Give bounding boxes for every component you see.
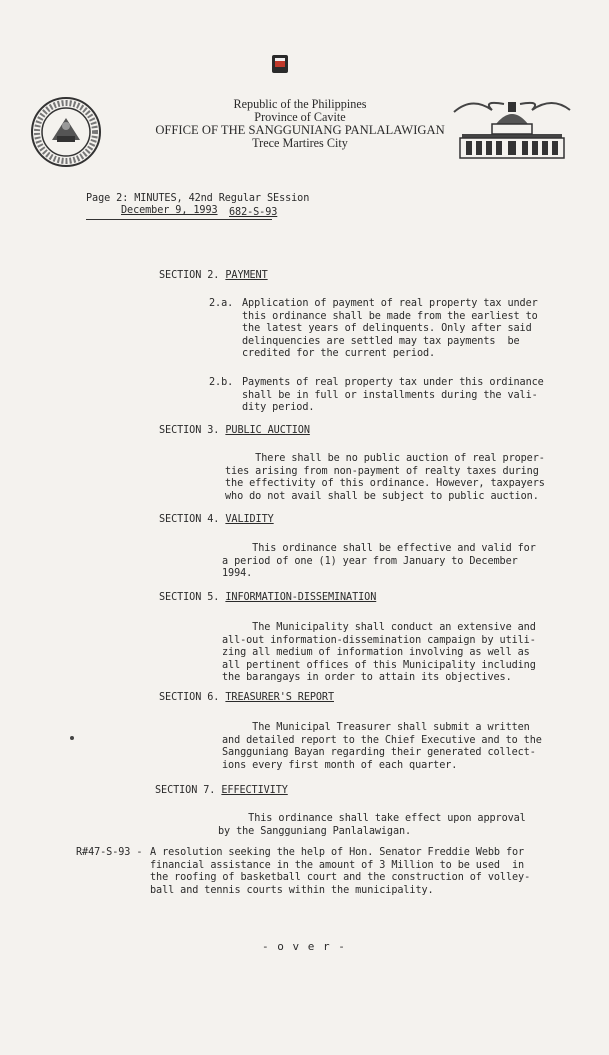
section-2b-text: Payments of real property tax under this ordinance shall be in full or installments during the vali- dity period. <box>242 377 544 414</box>
section-2-heading: SECTION 2. PAYMENT <box>159 270 268 281</box>
section-4-heading: SECTION 4. VALIDITY <box>159 514 274 525</box>
page-reference-code: 682-S-93 <box>229 207 278 218</box>
section-3-text: There shall be no public auction of real proper- ties arising from non-payment of realty taxes during the effectivity of this ordinance. However, taxpayers who do not avail shall be subject to public auction. <box>225 453 545 502</box>
section-4-text: This ordinance shall be effective and valid for a period of one (1) year from January to December 1994. <box>222 543 536 580</box>
section-5-text: The Municipality shall conduct an extensive and all-out information-dissemination campaign by utili- zing all medium of information involving as well as all pertinent offices of this Municipality including the barangays in order to attain its objectives. <box>222 622 536 684</box>
section-2a-text: Application of payment of real property tax under this ordinance shall be made from the earliest to the latest years of delinquents. Only after said delinquencies are settled may tax payments be credited for the current period. <box>242 298 538 360</box>
footer-over: - o v e r - <box>262 940 346 953</box>
provincial-seal-icon <box>30 96 102 168</box>
page-reference-line: Page 2: MINUTES, 42nd Regular SEssion <box>86 193 310 204</box>
header-republic: Republic of the Philippines <box>233 97 367 111</box>
capitol-building-icon <box>452 94 572 162</box>
header-province: Province of Cavite <box>254 110 346 124</box>
header-city: Trece Martires City <box>252 136 348 150</box>
page-reference-date: December 9, 1993 <box>121 205 218 216</box>
section-2a-label: 2.a. <box>209 298 234 309</box>
section-3-heading: SECTION 3. PUBLIC AUCTION <box>159 425 310 436</box>
section-5-heading: SECTION 5. INFORMATION-DISSEMINATION <box>159 592 377 603</box>
resolution-text: A resolution seeking the help of Hon. Senator Freddie Webb for financial assistance in the amount of 3 Million to be used in the roofing of basketball court and the construction of volley- ball and tennis courts within the municipality. <box>150 847 531 896</box>
section-7-text: This ordinance shall take effect upon approval by the Sangguniang Panlalawigan. <box>218 813 526 837</box>
section-2b-label: 2.b. <box>209 377 234 388</box>
section-6-text: The Municipal Treasurer shall submit a written and detailed report to the Chief Executive and to the Sangguniang Bayan regarding their generated collect- ions every first month of each quarter. <box>222 722 542 771</box>
header-office: OFFICE OF THE SANGGUNIANG PANLALAWIGAN <box>155 123 445 137</box>
section-7-heading: SECTION 7. EFFECTIVITY <box>155 785 288 796</box>
top-emblem-icon <box>272 55 288 73</box>
resolution-number: R#47-S-93 - <box>76 847 143 858</box>
section-6-heading: SECTION 6. TREASURER'S REPORT <box>159 692 334 703</box>
margin-mark-icon <box>70 736 74 740</box>
